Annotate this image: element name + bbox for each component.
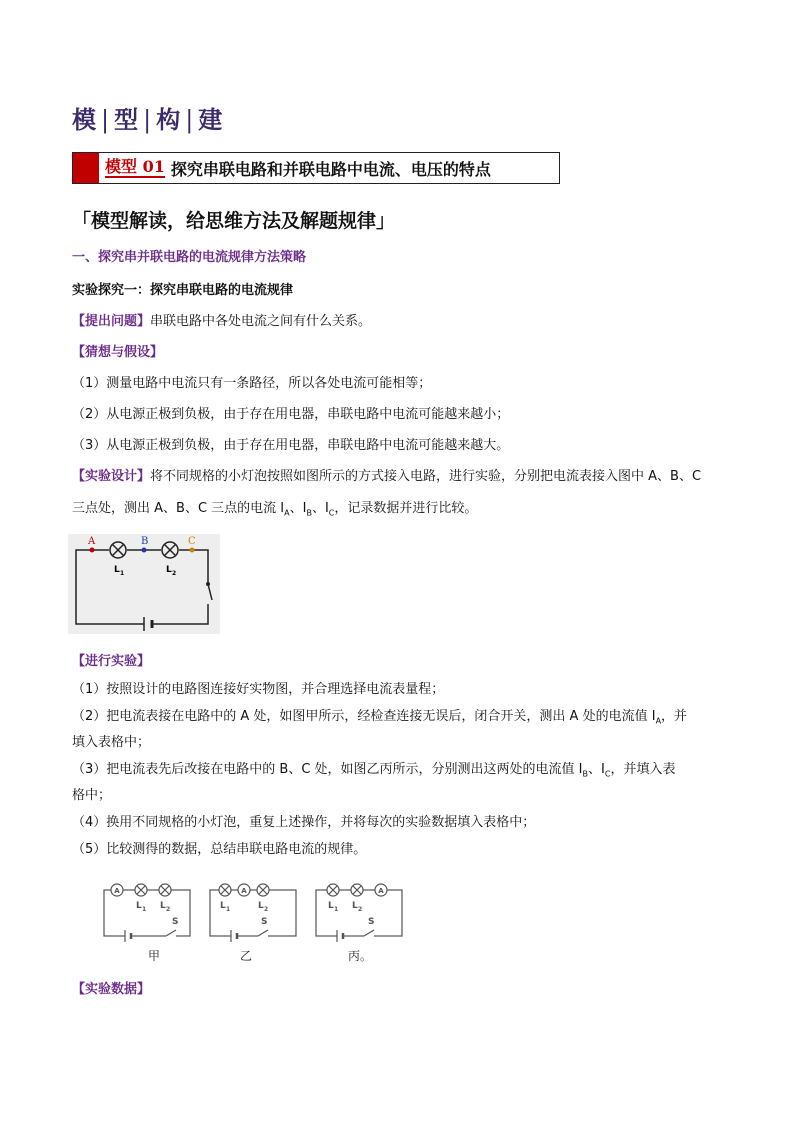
circuit-frame-a (104, 890, 190, 936)
lamp-subscript: 2 (166, 906, 171, 913)
point-c-dot (190, 548, 195, 553)
title-separator: | (143, 106, 153, 134)
design-line-2 (72, 499, 477, 524)
lamp-l1-label: L (114, 565, 120, 575)
step-text: （2）把电流表接在电路中的 A 处，如图甲所示，经检查连接无误后，闭合开关，测出 A 处的电流值 I (72, 709, 656, 724)
subscript: B (582, 769, 588, 779)
lamp-l2-subscript: 2 (172, 570, 177, 577)
ammeter-label: A (378, 887, 384, 895)
step-text: ，并 (661, 709, 688, 724)
title-separator: | (185, 106, 195, 134)
procedure-label: 【进行实验】 (72, 654, 151, 669)
subscript: A (284, 508, 290, 518)
point-a-dot (90, 548, 95, 553)
series-circuit-diagram (68, 534, 220, 634)
hypothesis-item: （2）从电源正极到负极，由于存在用电器，串联电路中电流可能越来越小； (72, 407, 510, 422)
page-title (72, 100, 223, 135)
lamp-label: L (220, 901, 226, 911)
lamp-subscript: 2 (358, 906, 363, 913)
model-title: 探究串联电路和并联电路中电流、电压的特点 (170, 159, 491, 179)
subscript: A (655, 716, 662, 726)
lamp-label: L (258, 901, 264, 911)
hypothesis-label: 【猜想与假设】 (72, 345, 164, 360)
design-line-1 (72, 467, 701, 487)
design-text: 、I (311, 501, 329, 516)
point-b-dot (142, 548, 147, 553)
lamp-l2-label: L (166, 565, 172, 575)
model-accent-bar (73, 153, 99, 183)
procedure-step (72, 707, 687, 732)
point-b-label: B (141, 536, 149, 547)
title-char: 型 (114, 105, 140, 134)
switch-contact (206, 582, 210, 586)
lamp-label: L (328, 901, 334, 911)
title-separator: | (101, 106, 111, 134)
procedure-step: 填入表格中； (72, 735, 151, 750)
hypothesis-item: （1）测量电路中电流只有一条路径，所以各处电流可能相等； (72, 376, 432, 391)
switch-label: S (368, 917, 375, 927)
procedure-step: 格中； (72, 788, 112, 803)
ammeter-circuit-diagrams (98, 876, 418, 966)
lamp-subscript: 1 (334, 906, 339, 913)
model-tag: 模型 01 (105, 157, 165, 176)
experiment-title: 实验探究一：探究串联电路的电流规律 (72, 283, 294, 298)
section-title: 「模型解读，给思维方法及解题规律」 (72, 210, 396, 232)
diagram-caption-bing: 丙。 (348, 949, 373, 963)
procedure-step: （5）比较测得的数据，总结串联电路电流的规律。 (72, 842, 367, 857)
point-c-label: C (188, 536, 196, 547)
part-heading (72, 248, 306, 268)
step-text: ，并填入表 (610, 762, 676, 777)
lamp-label: L (160, 901, 166, 911)
design-text: 、I (289, 501, 307, 516)
circuit-frame-b (210, 890, 296, 936)
design-text: ，记录数据并进行比较。 (334, 501, 478, 516)
data-label: 【实验数据】 (72, 982, 151, 997)
subscript: B (306, 508, 312, 518)
procedure-step: （4）换用不同规格的小灯泡，重复上述操作，并将每次的实验数据填入表格中； (72, 815, 536, 830)
lamp-subscript: 2 (264, 906, 269, 913)
design-text: 三点处，测出 A、B、C 三点的电流 I (72, 501, 285, 516)
subscript: C (328, 508, 335, 518)
step-text: （3）把电流表先后改接在电路中的 B、C 处，如图乙丙所示，分别测出这两处的电流值 I (72, 762, 583, 777)
lamp-label: L (136, 901, 142, 911)
title-char: 模 (72, 105, 97, 134)
question-line (72, 312, 371, 332)
procedure-step: （1）按照设计的电路图连接好实物图，并合理选择电流表量程； (72, 682, 445, 697)
part-heading-text: 一、探究串并联电路的电流规律方法策略 (72, 250, 307, 265)
ammeter-label: A (241, 887, 247, 895)
procedure-step (72, 760, 675, 785)
design-text: 将不同规格的小灯泡按照如图所示的方式接入电路，进行实验，分别把电流表接入图中 A、B、C (150, 469, 702, 484)
hypothesis-label-line (72, 343, 163, 363)
question-label: 【提出问题】 (72, 314, 151, 329)
diagram-caption-yi: 乙 (240, 949, 253, 963)
diagram-caption-jia: 甲 (148, 949, 161, 963)
switch-label: S (172, 917, 179, 927)
switch-label: S (261, 917, 268, 927)
title-char: 建 (198, 105, 224, 134)
step-text: 、I (588, 762, 605, 777)
lamp-subscript: 1 (142, 906, 147, 913)
circuit-frame-c (316, 890, 402, 936)
model-heading-box (72, 152, 560, 184)
point-a-label: A (88, 536, 96, 547)
procedure-label-line (72, 652, 150, 672)
lamp-subscript: 1 (226, 906, 231, 913)
title-char: 构 (156, 105, 182, 134)
lamp-label: L (352, 901, 358, 911)
hypothesis-item: （3）从电源正极到负极，由于存在用电器，串联电路中电流可能越来越大。 (72, 438, 510, 453)
lamp-l1-subscript: 1 (120, 570, 125, 577)
subscript: C (604, 769, 611, 779)
data-label-line (72, 980, 150, 1000)
ammeter-label: A (114, 887, 120, 895)
design-label: 【实验设计】 (72, 469, 151, 484)
question-text: 串联电路中各处电流之间有什么关系。 (150, 314, 372, 329)
